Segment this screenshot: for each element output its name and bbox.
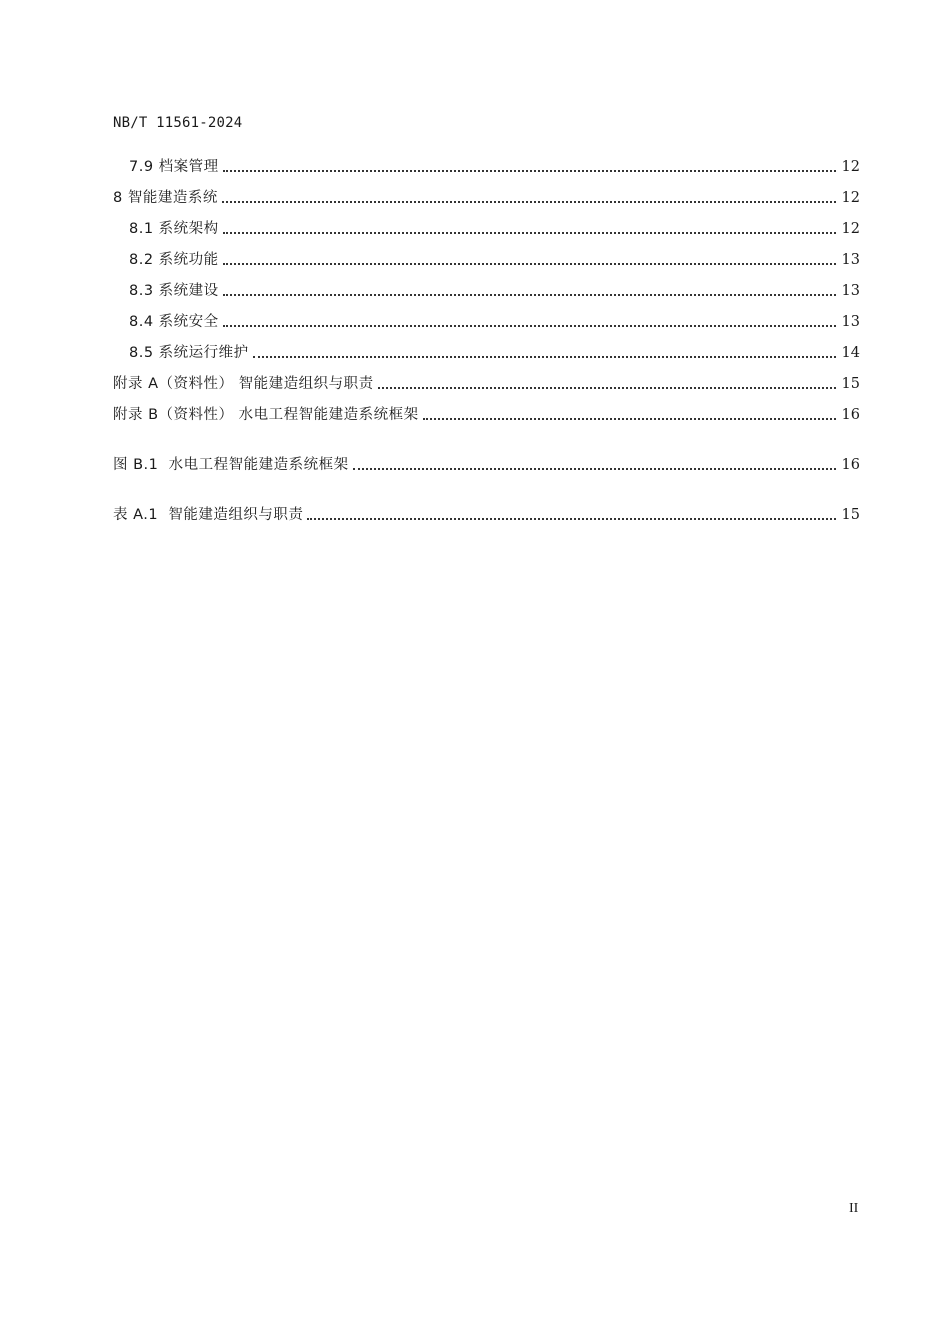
toc-entry-page: 12 [841, 159, 860, 175]
toc-entry-8[interactable] [113, 188, 860, 208]
toc-entry-8-5[interactable] [129, 343, 860, 363]
toc-entry-page: 12 [841, 190, 860, 206]
toc-entry-page: 16 [841, 457, 860, 473]
toc-entry-label: 附录 B（资料性） 水电工程智能建造系统框架 [113, 407, 419, 423]
page-number: II [849, 1201, 859, 1216]
toc-entry-8-1[interactable] [129, 219, 860, 239]
toc-leader [423, 418, 836, 420]
toc-entry-8-3[interactable] [129, 281, 860, 301]
toc-entry-label: 附录 A（资料性） 智能建造组织与职责 [113, 376, 374, 392]
toc-entry-8-2[interactable] [129, 250, 860, 270]
toc-entry-page: 13 [841, 314, 860, 330]
toc-leader [353, 468, 836, 470]
toc-entry-page: 15 [841, 376, 860, 392]
toc-leader [222, 201, 836, 203]
toc-leader [378, 387, 836, 389]
toc-entry-label: 表 A.1 智能建造组织与职责 [113, 507, 304, 523]
toc-entry-page: 14 [841, 345, 860, 361]
toc-entry-label: 8.2 系统功能 [129, 252, 219, 268]
toc-entry-label: 7.9 档案管理 [129, 159, 219, 175]
toc-entry-page: 12 [841, 221, 860, 237]
toc-entry-page: 16 [841, 407, 860, 423]
toc-leader [223, 294, 836, 296]
toc-entry-label: 8.5 系统运行维护 [129, 345, 249, 361]
toc-entry-8-4[interactable] [129, 312, 860, 332]
page-header: NB/T 11561-2024 [113, 115, 243, 131]
toc-entry-label: 8 智能建造系统 [113, 190, 218, 206]
toc-entry-appendix-b[interactable] [113, 405, 860, 425]
toc-leader [223, 325, 836, 327]
toc-entry-label: 8.3 系统建设 [129, 283, 219, 299]
toc-entry-page: 15 [841, 507, 860, 523]
toc-entry-appendix-a[interactable] [113, 374, 860, 394]
toc-entry-label: 8.1 系统架构 [129, 221, 219, 237]
toc-entry-label: 图 B.1 水电工程智能建造系统框架 [113, 457, 349, 473]
toc-leader [253, 356, 836, 358]
toc-table-a1[interactable] [113, 505, 860, 525]
toc-entry-page: 13 [841, 283, 860, 299]
toc-leader [223, 263, 836, 265]
toc-leader [223, 232, 836, 234]
toc-figure-b1[interactable] [113, 455, 860, 475]
toc-entry-7-9[interactable] [129, 157, 860, 177]
toc-entry-page: 13 [841, 252, 860, 268]
toc-entry-label: 8.4 系统安全 [129, 314, 219, 330]
toc-leader [307, 518, 835, 520]
toc-leader [223, 170, 836, 172]
